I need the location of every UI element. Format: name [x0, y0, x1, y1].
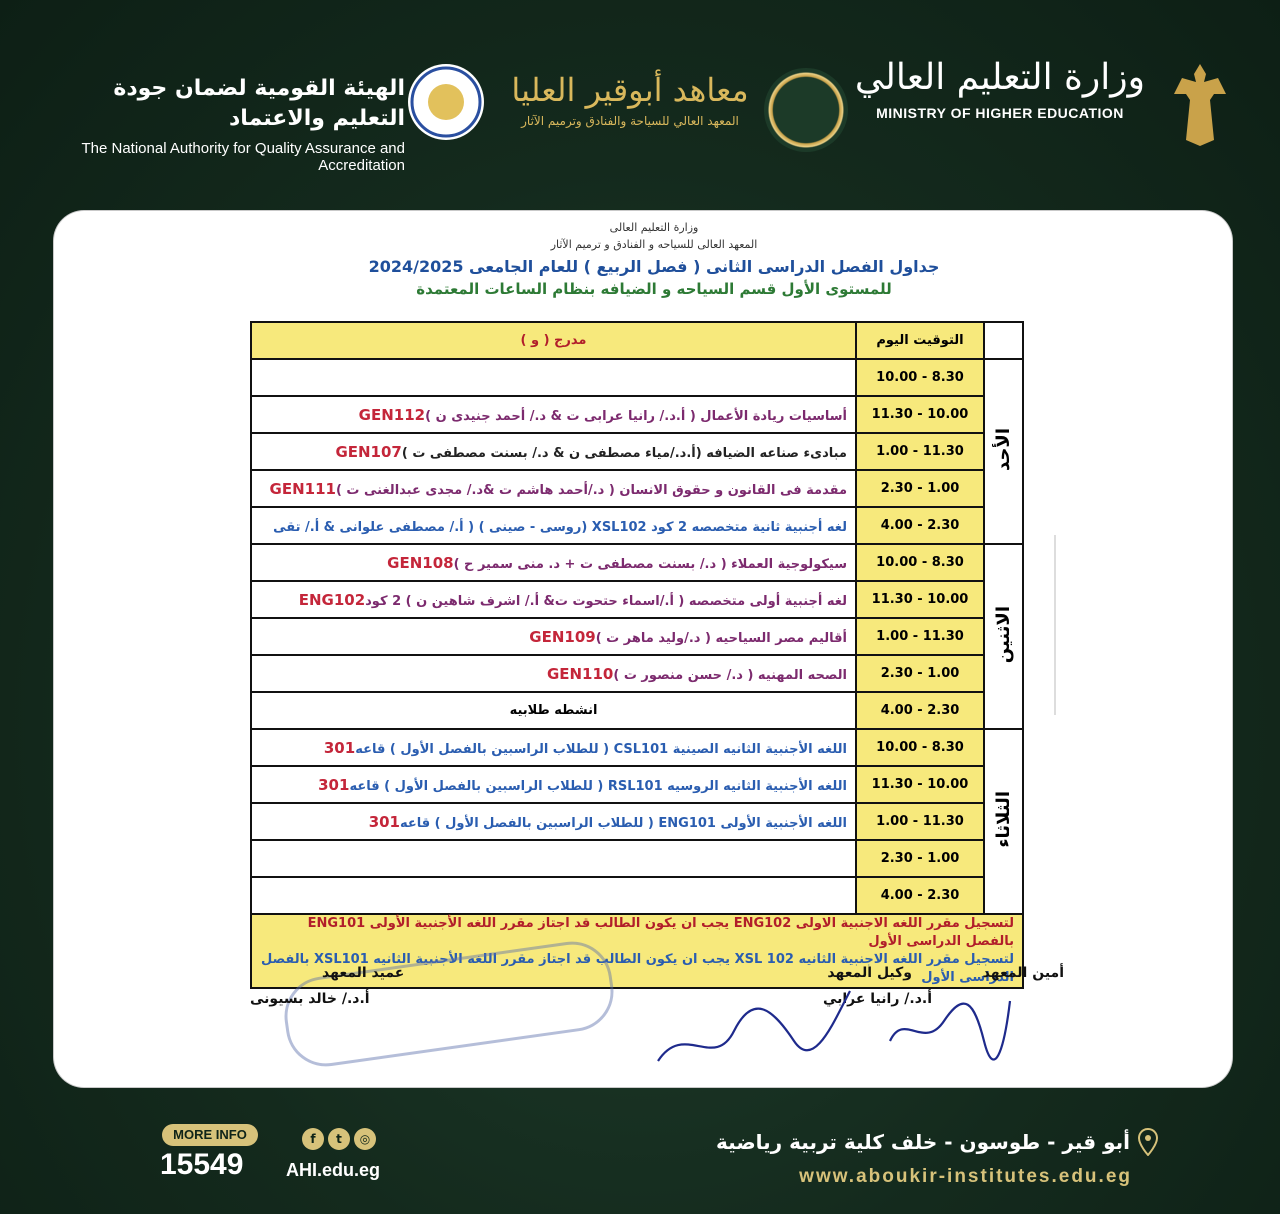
- course-text: انشطه طلابيه: [509, 703, 598, 718]
- signature-vice-title: وكيل المعهد: [827, 965, 912, 981]
- schedule-row: [251, 877, 1023, 914]
- hotline-number[interactable]: 15549: [160, 1148, 244, 1181]
- website-link[interactable]: www.aboukir-institutes.edu.eg: [799, 1166, 1132, 1187]
- schedule-row: [251, 803, 1023, 840]
- course-code: GEN112: [358, 405, 426, 424]
- course-cell: [251, 433, 856, 470]
- course-cell: [251, 655, 856, 692]
- schedule-row: [251, 840, 1023, 877]
- day-cell: [984, 729, 1023, 914]
- course-cell: [251, 803, 856, 840]
- course-cell: [251, 470, 856, 507]
- course-text: اللغه الأجنبية الثانيه الروسيه RSL101 ( للطلاب الراسبين بالفصل الأول ) قاعه: [349, 778, 847, 794]
- time-slot: 11.30 - 10.00: [856, 396, 984, 433]
- footer: [0, 1110, 1280, 1214]
- time-slot: 1.00 - 11.30: [856, 433, 984, 470]
- institute-subtitle: المعهد العالي للسياحة والفنادق وترميم الآثار: [521, 114, 739, 128]
- schedule-row: [251, 692, 1023, 729]
- day-header-cell: [984, 322, 1023, 359]
- schedule-row: [251, 470, 1023, 507]
- course-text: مقدمة فى القانون و حقوق الانسان ( د./أحمد هاشم ت &د./ مجدى عبدالغنى ت ): [335, 482, 847, 498]
- ministry-arabic-title: وزارة التعليم العالي: [854, 57, 1146, 98]
- course-cell: [251, 507, 856, 544]
- doc-title: جداول الفصل الدراسى الثانى ( فصل الربيع ) للعام الجامعى 2024/2025: [368, 257, 940, 276]
- schedule-row: [251, 396, 1023, 433]
- schedule-row: [251, 766, 1023, 803]
- course-cell: [251, 396, 856, 433]
- course-text: اللغه الأجنبية الأولى ENG101 ( للطلاب الراسبين بالفصل الأول ) قاعه: [400, 815, 847, 831]
- schedule-row: [251, 655, 1023, 692]
- schedule-row: [251, 433, 1023, 470]
- day-cell: [984, 359, 1023, 544]
- ministry-logo: [840, 55, 1160, 155]
- schedule-row: [251, 581, 1023, 618]
- course-code: 301: [368, 812, 400, 831]
- course-cell: [251, 840, 856, 877]
- time-slot: 2.30 - 1.00: [856, 655, 984, 692]
- course-cell: [251, 877, 856, 914]
- time-header: التوقيت اليوم: [856, 322, 984, 359]
- time-slot: 4.00 - 2.30: [856, 692, 984, 729]
- more-info-badge: MORE INFO: [162, 1124, 258, 1146]
- ahi-url-link[interactable]: AHI.edu.eg: [286, 1160, 381, 1180]
- naqaae-logo: [60, 74, 405, 174]
- schedule-row: [251, 507, 1023, 544]
- table-header-row: [251, 322, 1023, 359]
- time-slot: 10.00 - 8.30: [856, 359, 984, 396]
- prerequisite-note-xsl: لتسجيل مقرر اللغه الاجنبية الثانيه XSL 102 يجب ان يكون الطالب قد اجتاز مقرر اللغه الأجنبية الثانيه XSL101 بالفصل الدراسى الأول: [260, 952, 1014, 985]
- location-pin-icon: [1138, 1128, 1158, 1156]
- signature-secretary-title: أمين المعهد: [982, 965, 1064, 981]
- naqaae-arabic-title: الهيئة القومية لضمان جودة التعليم والاعتماد: [113, 76, 405, 131]
- twitter-icon[interactable]: t: [328, 1128, 350, 1150]
- course-text: اللغه الأجنبية الثانيه الصينية CSL101 ( للطلاب الراسبين بالفصل الأول ) قاعه: [355, 741, 847, 757]
- course-code: GEN107: [335, 442, 402, 461]
- course-code: 301: [323, 738, 356, 757]
- naqaae-english-title: The National Authority for Quality Assurance and Accreditation: [81, 140, 405, 174]
- secretary-signature-scribble: [884, 981, 1014, 1071]
- ministry-english-title: MINISTRY OF HIGHER EDUCATION: [876, 105, 1124, 121]
- time-slot: 4.00 - 2.30: [856, 507, 984, 544]
- course-cell: [251, 544, 856, 581]
- prerequisite-note-eng: لتسجيل مقرر اللغه الاجنبية الاولى ENG102 يجب ان يكون الطالب قد اجتاز مقرر اللغه الأجنبية الأولى ENG101 بالفصل الدراسى الأول: [307, 916, 1014, 949]
- scrollbar-track[interactable]: [1054, 535, 1056, 715]
- naqaae-seal-icon: [408, 64, 484, 140]
- vice-signature-scribble: [654, 981, 854, 1071]
- course-cell: [251, 618, 856, 655]
- doc-subtitle: للمستوى الأول قسم السياحه و الضيافه بنظام الساعات المعتمدة: [416, 280, 892, 298]
- time-slot: 2.30 - 1.00: [856, 840, 984, 877]
- doc-ministry-line: وزارة التعليم العالى: [609, 221, 699, 234]
- day-label: الأحد: [993, 428, 1014, 471]
- schedule-row: [251, 359, 1023, 396]
- time-slot: 1.00 - 11.30: [856, 803, 984, 840]
- course-code: GEN109: [529, 627, 596, 646]
- ahi-emblem-icon: [764, 68, 848, 152]
- hall-header: مدرج ( و ): [251, 322, 856, 359]
- course-text: مبادىء صناعه الضيافه (أ.د./مياء مصطفى ن & د./ بسنت مصطفى ت ): [401, 445, 847, 461]
- doc-institute-line: المعهد العالى للسياحه و الفنادق و ترميم الآثار: [550, 238, 758, 251]
- schedule-row: [251, 618, 1023, 655]
- time-slot: 10.00 - 8.30: [856, 729, 984, 766]
- course-code: ENG102: [298, 590, 366, 609]
- time-slot: 11.30 - 10.00: [856, 766, 984, 803]
- facebook-icon[interactable]: f: [302, 1128, 324, 1150]
- day-label: الثلاثاء: [993, 791, 1014, 848]
- instagram-icon[interactable]: ◎: [354, 1128, 376, 1150]
- document-header: [304, 219, 1004, 298]
- course-code: GEN108: [387, 553, 454, 572]
- course-text: أقاليم مصر السياحيه ( د./وليد ماهر ت ): [595, 630, 847, 646]
- eagle-emblem-icon: [1170, 60, 1230, 150]
- schedule-row: [251, 729, 1023, 766]
- social-links: [302, 1128, 376, 1150]
- course-cell: [251, 359, 856, 396]
- course-text: سيكولوجية العملاء ( د./ بسنت مصطفى ت + د. منى سمير ح ): [453, 556, 847, 572]
- course-text: أساسيات ريادة الأعمال ( أ.د./ رانيا عرابى ت & د./ أحمد جنيدى ن ): [425, 408, 847, 424]
- signature-dean-name: أ.د./ خالد بسيونى: [250, 991, 370, 1007]
- signature-vice-name: أ.د./ رانيا عرابي: [822, 991, 932, 1007]
- header: [0, 0, 1280, 200]
- course-code: 301: [318, 775, 350, 794]
- time-slot: 4.00 - 2.30: [856, 877, 984, 914]
- course-text: الصحه المهنيه ( د./ حسن منصور ت ): [613, 667, 847, 683]
- course-code: GEN111: [269, 479, 336, 498]
- time-slot: 11.30 - 10.00: [856, 581, 984, 618]
- day-label: الاثنين: [993, 605, 1014, 664]
- course-text: لغه أجنبية ثانية متخصصه 2 كود XSL102 (روسى - صينى ) ( أ./ مصطفى علوانى & أ./ تقى: [273, 519, 847, 535]
- signature-dean-title: عميد المعهد: [322, 965, 405, 981]
- course-code: GEN110: [546, 664, 614, 683]
- time-slot: 2.30 - 1.00: [856, 470, 984, 507]
- schedule-table: [250, 321, 1024, 989]
- schedule-row: [251, 544, 1023, 581]
- course-cell: [251, 766, 856, 803]
- course-cell: [251, 729, 856, 766]
- institute-logo: [500, 70, 760, 128]
- course-cell: [251, 581, 856, 618]
- address-text: أبو قير - طوسون - خلف كلية تربية رياضية: [716, 1130, 1130, 1154]
- time-slot: 1.00 - 11.30: [856, 618, 984, 655]
- course-text: لغه أجنبية أولى متخصصه ( أ./اسماء حتحوت ت& أ./ اشرف شاهين ن ) 2 كود: [365, 593, 847, 609]
- day-cell: [984, 544, 1023, 729]
- course-cell: [251, 692, 856, 729]
- institute-title: معاهد أبوقير العليا: [511, 71, 749, 109]
- time-slot: 10.00 - 8.30: [856, 544, 984, 581]
